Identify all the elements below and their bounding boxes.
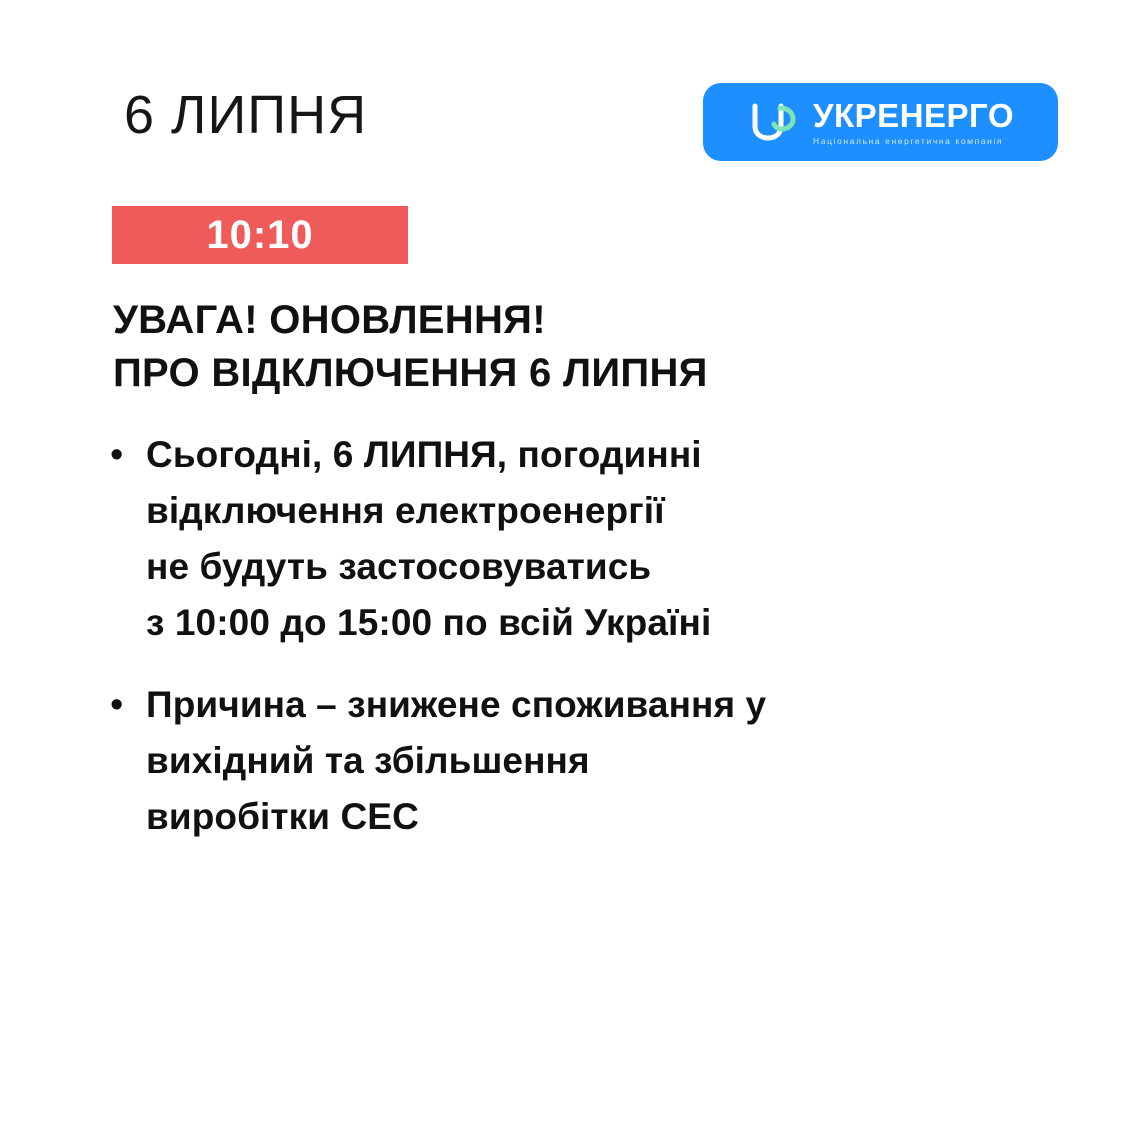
headline-line-2: ПРО ВІДКЛЮЧЕННЯ 6 ЛИПНЯ — [113, 351, 708, 396]
time-badge — [112, 206, 408, 264]
list-item-line: не будуть застосовуватись — [146, 546, 652, 587]
list-item-line: Сьогодні, 6 ЛИПНЯ, погодинні — [146, 434, 702, 475]
ukrenergo-logo — [703, 83, 1058, 161]
list-item-text — [146, 677, 1064, 845]
list-item-text — [146, 427, 1064, 651]
bullet-marker-icon: • — [110, 684, 124, 726]
list-item — [104, 427, 1064, 651]
logo-tagline: Національна енергетична компанія — [813, 135, 1004, 146]
bullet-marker-icon: • — [110, 434, 124, 476]
list-item-line: з 10:00 до 15:00 по всій Україні — [146, 602, 712, 643]
list-item-line: виробітки СЕС — [146, 796, 419, 837]
time-badge-label: 10:10 — [206, 212, 314, 257]
page-header — [0, 85, 1134, 188]
list-item-line: Причина – знижене споживання у — [146, 684, 767, 725]
list-item — [104, 677, 1064, 845]
ukrenergo-logo-icon — [747, 100, 799, 144]
list-item-line: вихідний та збільшення — [146, 740, 590, 781]
bullet-list — [104, 427, 1064, 871]
page-title: 6 ЛИПНЯ — [124, 85, 368, 145]
logo-name: УКРЕНЕРГО — [813, 96, 1014, 134]
list-item-line: відключення електроенергії — [146, 490, 665, 531]
logo-text-block — [813, 96, 1014, 146]
headline — [113, 294, 1033, 400]
headline-line-1: УВАГА! ОНОВЛЕННЯ! — [113, 298, 546, 342]
